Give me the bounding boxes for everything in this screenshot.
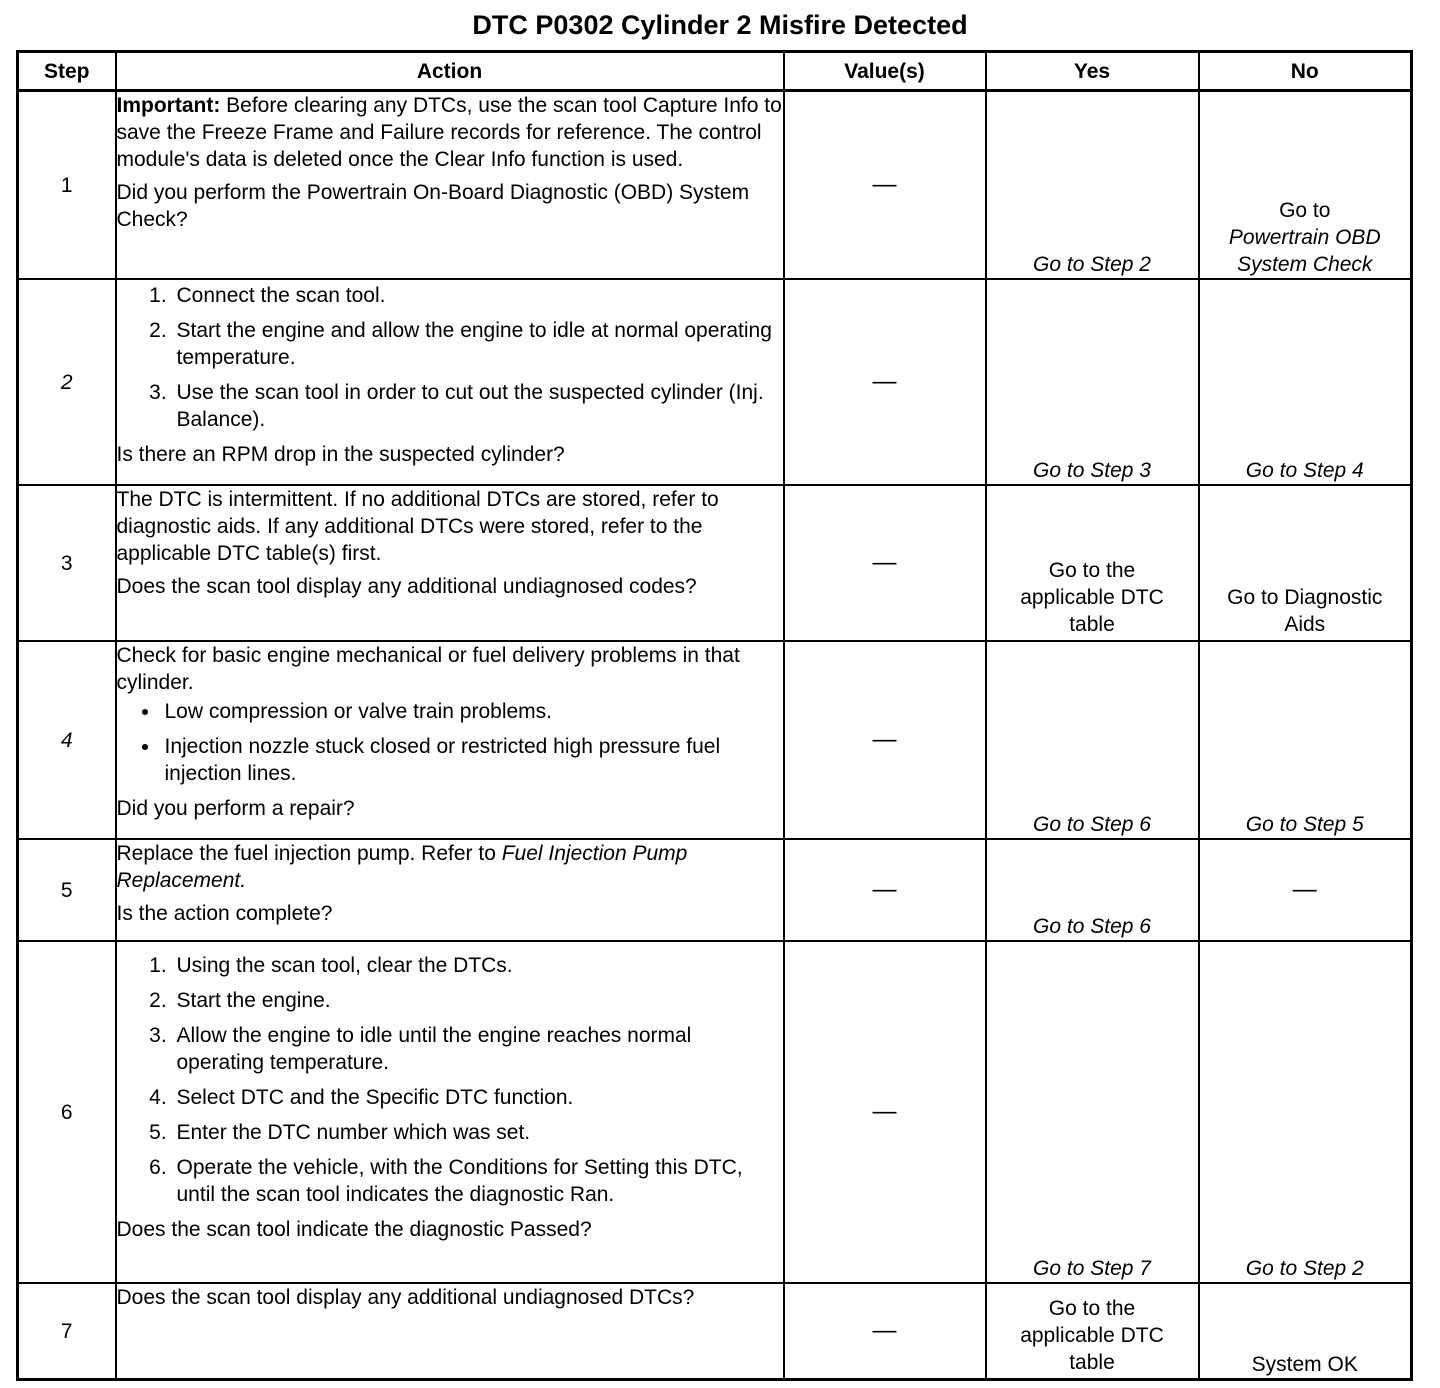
header-no: No: [1199, 52, 1412, 91]
list-item: 1. Connect the scan tool.: [173, 282, 783, 309]
value-cell: [784, 91, 986, 280]
step-number: 1: [18, 91, 116, 280]
action-cell: [116, 279, 784, 485]
step-number: 7: [18, 1283, 116, 1380]
yes-cell: Go to the applicable DTC table: [986, 1283, 1199, 1380]
header-values: Value(s): [784, 52, 986, 91]
value-dash: —: [872, 368, 897, 395]
value-cell: [784, 641, 986, 839]
bullet-list: [117, 698, 783, 787]
action-cell: [116, 941, 784, 1283]
list-item: 3. Use the scan tool in order to cut out the suspected cylinder (Inj. Balance).: [173, 379, 783, 433]
list-item: 2. Start the engine and allow the engine to idle at normal operating temperature.: [173, 317, 783, 371]
step-text-link: Fuel Injection Pump Replacement.: [116, 842, 688, 892]
no-cell: [1199, 91, 1412, 280]
dtc-table: [16, 50, 1413, 1381]
step-question: Does the scan tool display any additional undiagnosed DTCs?: [116, 1286, 695, 1309]
no-cell: [1199, 839, 1412, 941]
step-question: Does the scan tool display any additional undiagnosed codes?: [116, 575, 697, 598]
value-dash: —: [872, 549, 897, 576]
value-cell: [784, 839, 986, 941]
value-dash: —: [872, 876, 897, 903]
value-dash: —: [872, 1317, 897, 1344]
list-item: 4. Select DTC and the Specific DTC function.: [173, 1084, 783, 1111]
step-question: Did you perform the Powertrain On-Board Diagnostic (OBD) System Check?: [116, 181, 750, 231]
table-row: [18, 485, 1412, 641]
list-item: 3. Allow the engine to idle until the engine reaches normal operating temperature.: [173, 1022, 783, 1076]
list-item: 6. Operate the vehicle, with the Conditions for Setting this DTC, until the scan tool indicates the diagnostic Ran.: [173, 1154, 783, 1208]
no-cell: System OK: [1199, 1283, 1412, 1380]
step-text: The DTC is intermittent. If no additional DTCs are stored, refer to diagnostic aids. If any additional DTCs were stored, refer to the applicable DTC table(s) first.: [116, 488, 719, 565]
action-cell: [116, 1283, 784, 1380]
action-cell: [116, 91, 784, 280]
action-cell: [116, 839, 784, 941]
header-yes: Yes: [986, 52, 1199, 91]
table-row: [18, 91, 1412, 280]
value-cell: [784, 941, 986, 1283]
step-question: Did you perform a repair?: [116, 797, 355, 820]
action-cell: [116, 641, 784, 839]
page-title: DTC P0302 Cylinder 2 Misfire Detected: [472, 10, 968, 40]
header-action: Action: [116, 52, 784, 91]
table-row: [18, 279, 1412, 485]
no-link: Powertrain OBD System Check: [1228, 226, 1381, 276]
important-label: Important:: [116, 94, 221, 117]
step-number: 2: [18, 279, 116, 485]
yes-cell: Go to Step 3: [986, 279, 1199, 485]
yes-cell: Go to Step 6: [986, 641, 1199, 839]
step-number: 5: [18, 839, 116, 941]
no-prefix: Go to: [1279, 199, 1331, 222]
step-question: Is there an RPM drop in the suspected cylinder?: [116, 443, 565, 466]
action-cell: [116, 485, 784, 641]
step-number: 4: [18, 641, 116, 839]
list-item: • Low compression or valve train problems.: [161, 698, 783, 725]
value-dash: —: [872, 1098, 897, 1125]
yes-cell: Go to the applicable DTC table: [986, 485, 1199, 641]
no-cell: Go to Diagnostic Aids: [1199, 485, 1412, 641]
list-item: 5. Enter the DTC number which was set.: [173, 1119, 783, 1146]
no-cell: Go to Step 2: [1199, 941, 1412, 1283]
important-text: Before clearing any DTCs, use the scan tool Capture Info to save the Freeze Frame and Failure records for reference. The control module's data is deleted once the Clear Info function is used.: [116, 94, 782, 171]
table-row: [18, 1283, 1412, 1380]
no-cell: Go to Step 4: [1199, 279, 1412, 485]
header-row: [18, 52, 1412, 91]
no-dash: —: [1292, 876, 1317, 903]
value-cell: [784, 1283, 986, 1380]
list-item: • Injection nozzle stuck closed or restricted high pressure fuel injection lines.: [161, 733, 783, 787]
step-question: Does the scan tool indicate the diagnostic Passed?: [116, 1218, 592, 1241]
yes-cell: Go to Step 2: [986, 91, 1199, 280]
value-cell: [784, 485, 986, 641]
value-dash: —: [872, 726, 897, 753]
step-text: Check for basic engine mechanical or fuel delivery problems in that cylinder.: [116, 644, 740, 694]
yes-cell: Go to Step 6: [986, 839, 1199, 941]
numbered-list: [117, 282, 783, 433]
table-row: [18, 941, 1412, 1283]
header-step: Step: [18, 52, 116, 91]
step-number: 3: [18, 485, 116, 641]
yes-cell: Go to Step 7: [986, 941, 1199, 1283]
list-item: 1. Using the scan tool, clear the DTCs.: [173, 952, 783, 979]
value-dash: —: [872, 171, 897, 198]
value-cell: [784, 279, 986, 485]
step-text: Replace the fuel injection pump. Refer to: [116, 842, 502, 865]
table-row: [18, 641, 1412, 839]
no-cell: Go to Step 5: [1199, 641, 1412, 839]
numbered-list: [117, 952, 783, 1208]
step-number: 6: [18, 941, 116, 1283]
list-item: 2. Start the engine.: [173, 987, 783, 1014]
table-row: [18, 839, 1412, 941]
step-question: Is the action complete?: [116, 902, 333, 925]
